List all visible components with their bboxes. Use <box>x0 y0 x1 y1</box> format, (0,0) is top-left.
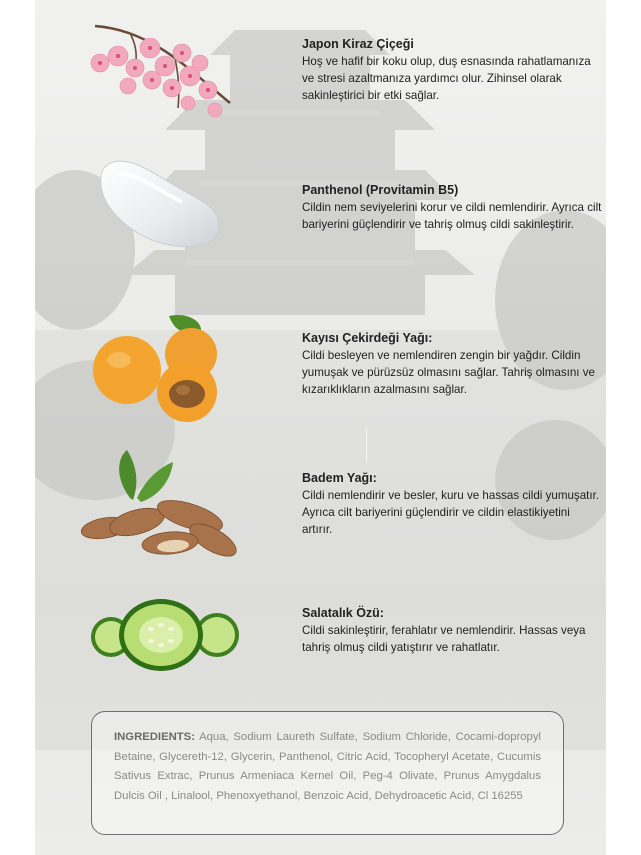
ingredient-description: Cildi sakinleştirir, ferahlatır ve nemlendirir. Hassas veya tahriş olmuş cildi yatıştırır ve rahatlatır. <box>302 624 586 654</box>
ingredient-text <box>302 183 602 233</box>
cherry-blossom-icon <box>90 18 240 123</box>
reflection-divider <box>366 428 367 462</box>
almond-icon <box>75 448 245 563</box>
ingredient-description: Cildi besleyen ve nemlendiren zengin bir yağdır. Cildin yumuşak ve pürüzsüz olmasını sağlar. Tahriş olmasını ve kızarıklıkların azalmasını sağlar. <box>302 349 595 396</box>
ingredient-text <box>302 37 602 104</box>
ingredient-text <box>302 331 602 398</box>
ingredient-description: Hoş ve hafif bir koku olup, duş esnasında rahatlamanıza ve stresi azaltmanıza yardımcı olur. Zihinsel olarak sakinleştirici bir etki sağlar. <box>302 55 591 102</box>
ingredient-description: Cildin nem seviyelerini korur ve cildi nemlendirir. Ayrıca cilt bariyerini güçlendirir ve tahriş olmuş cildi sakinleştirir. <box>302 201 602 231</box>
ingredients-text <box>114 728 541 806</box>
ingredient-title: Salatalık Özü: <box>302 606 384 620</box>
ingredient-title: Kayısı Çekirdeği Yağı: <box>302 331 433 345</box>
ingredient-text <box>302 471 602 538</box>
ingredient-title: Japon Kiraz Çiçeği <box>302 37 414 51</box>
cucumber-icon <box>89 595 241 675</box>
apricot-icon <box>91 312 226 427</box>
ingredients-label: INGREDIENTS: <box>114 731 195 743</box>
cream-swatch-icon <box>97 152 227 252</box>
background-panel <box>35 0 606 855</box>
ingredient-description: Cildi nemlendirir ve besler, kuru ve hassas cildi yumuşatır. Ayrıca cilt bariyerini güçlendirir ve cildin elastikiyetini artırır. <box>302 489 600 536</box>
ingredient-text <box>302 606 602 656</box>
ingredient-title: Panthenol (Provitamin B5) <box>302 183 459 197</box>
ingredient-title: Badem Yağı: <box>302 471 377 485</box>
ingredients-box <box>91 711 564 835</box>
ingredients-list: Aqua, Sodium Laureth Sulfate, Sodium Chloride, Cocami-dopropyl Betaine, Glycereth-12, Glycerin, Panthenol, Citric Acid, Tocopheryl Acetate, Cucumis Sativus Extrac, Prunus Armeniaca Kernel Oil, Peg-4 Olivate, Prunus Amygdalus Dulcis Oil , Linalool, Phenoxyethanol, Benzoic Acid, Dehydroacetic Acid, Cl 16255 <box>114 731 541 802</box>
